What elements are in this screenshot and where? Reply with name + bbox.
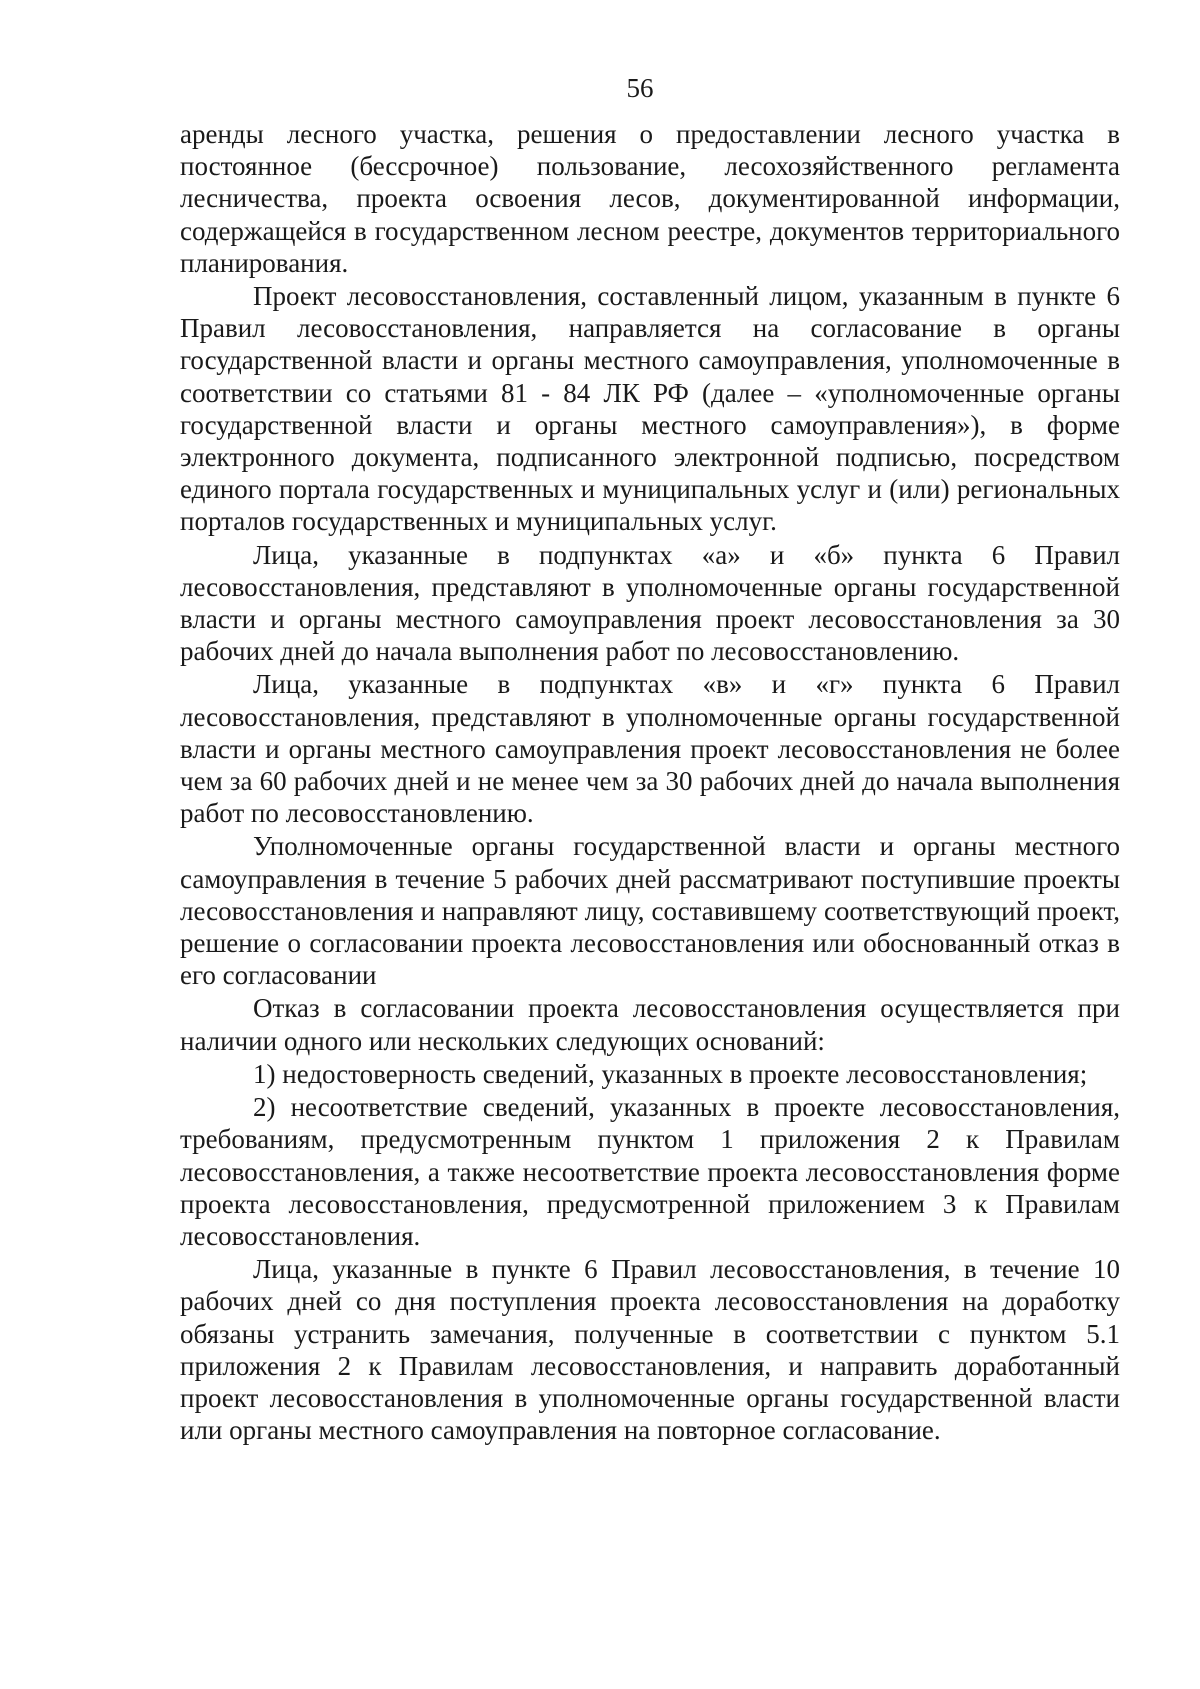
paragraph-refusal-grounds: Отказ в согласовании проекта лесовосстановления осуществляется при наличии одного или нескольких следующих оснований: <box>180 993 1120 1056</box>
paragraph-revision: Лица, указанные в пункте 6 Правил лесовосстановления, в течение 10 рабочих дней со дня поступления проекта лесовосстановления на доработку обязаны устранить замечания, полученные в соответствии с пунктом 5.1 приложения 2 к Правилам лесовосстановления, и направить доработанный проект лесовосстановления в уполномоченные органы государственной власти или органы местного самоуправления на повторное согласование. <box>180 1254 1120 1446</box>
paragraph-persons-v-g: Лица, указанные в подпунктах «в» и «г» пункта 6 Правил лесовосстановления, представляют в уполномоченные органы государственной власти и органы местного самоуправления проект лесовосстановления не более чем за 60 рабочих дней и не менее чем за 30 рабочих дней до начала выполнения работ по лесовосстановлению. <box>180 669 1120 829</box>
paragraph-continuation: аренды лесного участка, решения о предоставлении лесного участка в постоянное (бессрочное) пользование, лесохозяйственного регламента лесничества, проекта освоения лесов, документированной информации, содержащейся в государственном лесном реестре, документов территориального планирования. <box>180 119 1120 278</box>
document-body <box>180 118 1120 1447</box>
paragraph-project-submission: Проект лесовосстановления, составленный лицом, указанным в пункте 6 Правил лесовосстановления, направляется на согласование в органы государственной власти и органы местного самоуправления, уполномоченные в соответствии со статьями 81 - 84 ЛК РФ (далее – «уполномоченные органы государственной власти и органы местного самоуправления»), в форме электронного документа, подписанного электронной подписью, посредством единого портала государственных и муниципальных услуг и (или) региональных порталов государственных и муниципальных услуг. <box>180 281 1120 537</box>
paragraph-review-period: Уполномоченные органы государственной власти и органы местного самоуправления в течение 5 рабочих дней рассматривают поступившие проекты лесовосстановления и направляют лицу, составившему соответствующий проект, решение о согласовании проекта лесовосстановления или обоснованный отказ в его согласовании <box>180 831 1120 991</box>
paragraph-persons-a-b: Лица, указанные в подпунктах «а» и «б» пункта 6 Правил лесовосстановления, представляют в уполномоченные органы государственной власти и органы местного самоуправления проект лесовосстановления за 30 рабочих дней до начала выполнения работ по лесовосстановлению. <box>180 539 1120 667</box>
page-number: 56 <box>626 73 654 103</box>
paragraph-ground-2: 2) несоответствие сведений, указанных в проекте лесовосстановления, требованиям, предусмотренным пунктом 1 приложения 2 к Правилам лесовосстановления, а также несоответствие проекта лесовосстановления форме проекта лесовосстановления, предусмотренной приложением 3 к Правилам лесовосстановления. <box>180 1092 1120 1251</box>
paragraph-ground-1: 1) недостоверность сведений, указанных в проекте лесовосстановления; <box>253 1058 1088 1089</box>
